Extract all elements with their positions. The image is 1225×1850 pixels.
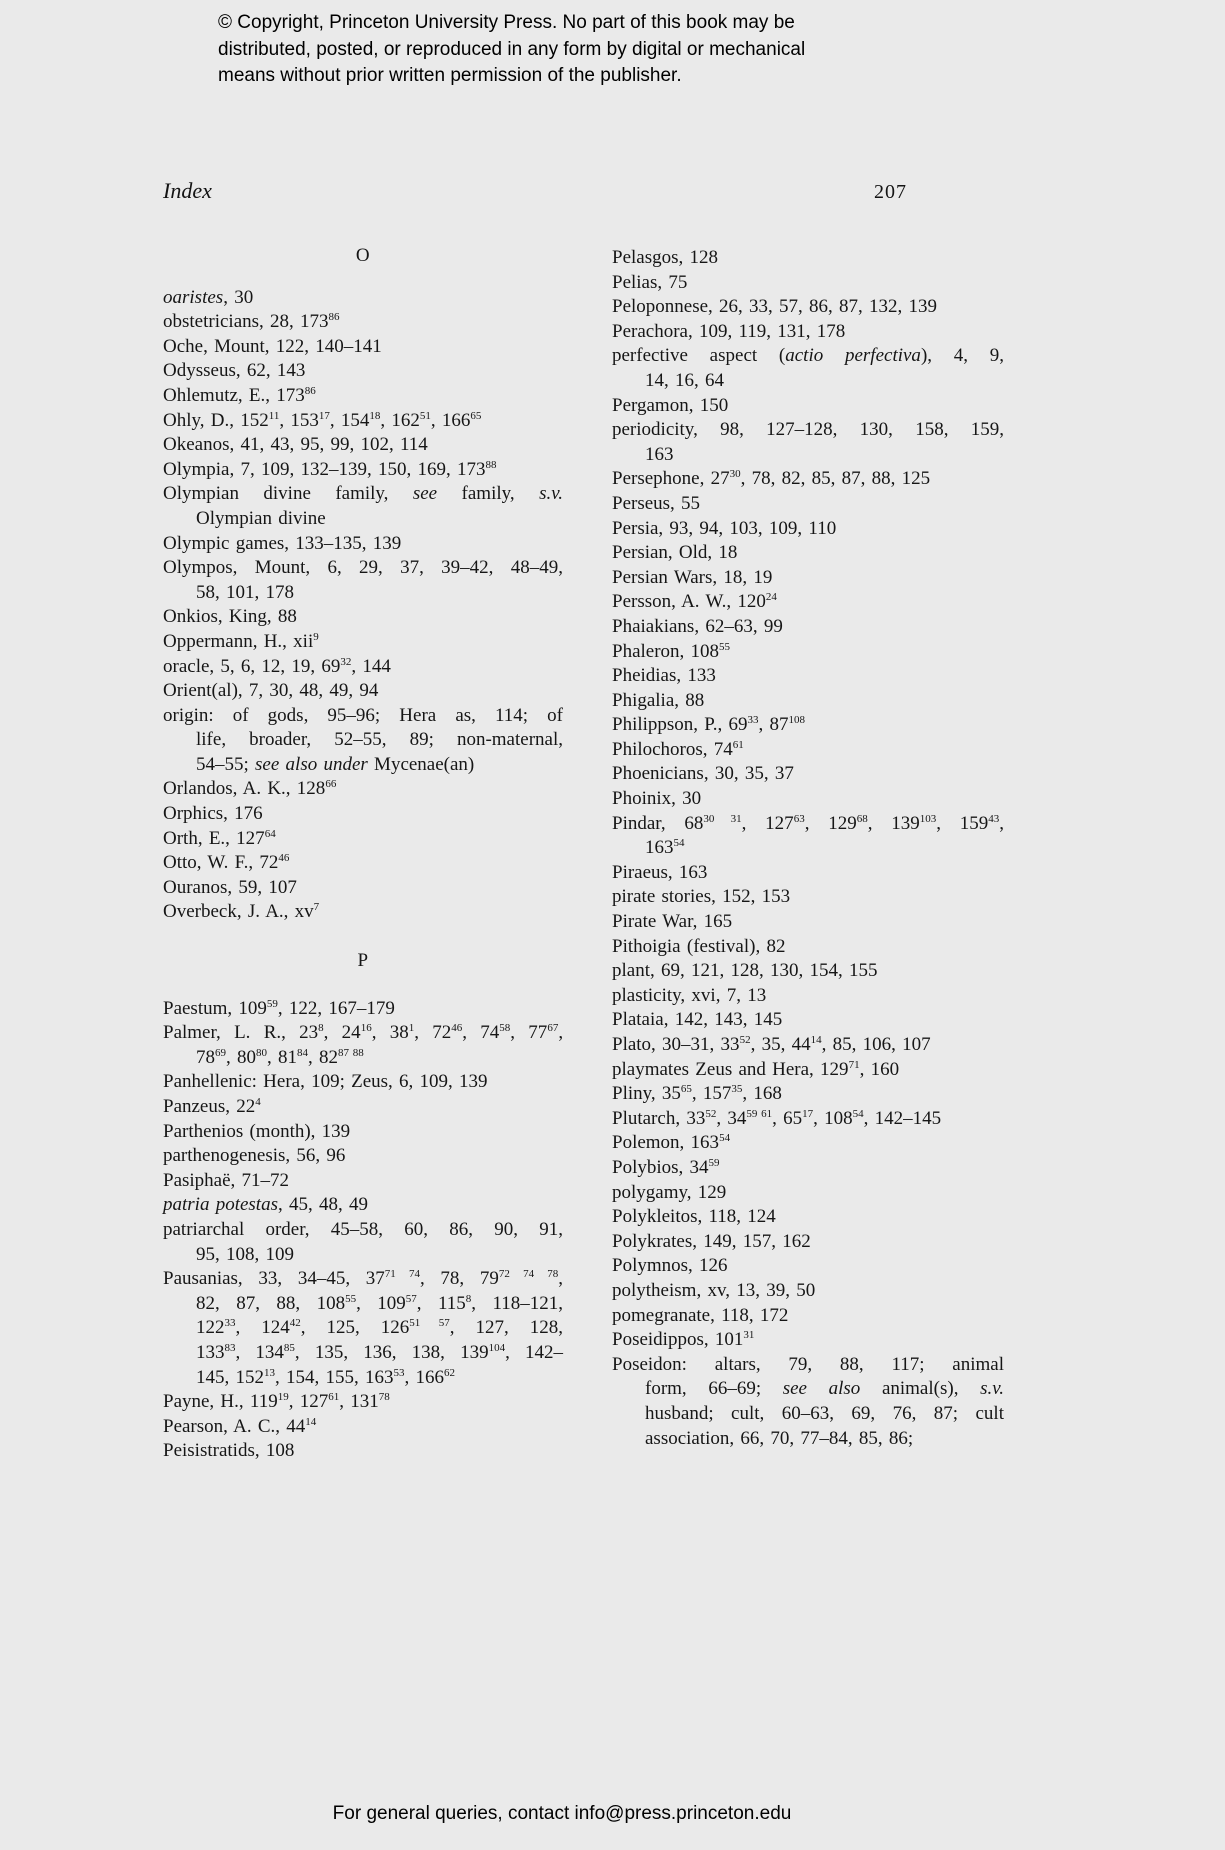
footnote-superscript: 86	[304, 384, 316, 397]
footnote-superscript: 61	[732, 738, 744, 751]
index-entry	[612, 1304, 1004, 1329]
entry-line: Piraeus, 163	[612, 861, 708, 883]
entry-line: Odysseus, 62, 143	[163, 360, 306, 382]
index-entry	[612, 344, 1004, 393]
index-entry	[612, 517, 1004, 542]
entry-line: Phigalia, 88	[612, 689, 705, 711]
index-entry	[163, 1218, 563, 1267]
footnote-superscript: 80	[256, 1046, 267, 1059]
entry-line: Persson, A. W., $120^{24}$	[612, 591, 777, 613]
index-entry	[612, 1058, 1004, 1083]
entry-line: Orth, E., $127^{64}$	[163, 827, 276, 849]
italic-term: actio perfectiva	[785, 345, 921, 367]
entry-line: Pheidias, 133	[612, 665, 716, 687]
footnote-superscript: 19	[277, 1391, 289, 1404]
entry-line: obstetricians, 28, $173^{86}$	[163, 311, 340, 333]
italic-term: patria potestas	[163, 1194, 278, 1216]
entry-line: Pelias, 75	[612, 271, 688, 293]
entry-line: 163	[645, 443, 674, 465]
entry-line: Otto, W. F., $72^{46}$	[163, 852, 290, 874]
index-entry	[612, 812, 1004, 861]
footnote-superscript: 67	[547, 1022, 559, 1035]
copyright-line: means without prior written permission of the publisher.	[218, 65, 682, 86]
index-entry	[163, 1144, 563, 1169]
index-column-left	[163, 244, 563, 1464]
entry-line: Persephone, $27^{30}$, 78, 82, 85, 87, 88, 125	[612, 468, 931, 490]
entry-line: periodicity, 98, 127–128, 130, 158, 159,	[612, 419, 1004, 441]
entry-line: Phoenicians, 30, 35, 37	[612, 763, 794, 785]
index-entry	[612, 762, 1004, 787]
index-entry	[163, 655, 563, 680]
index-entry	[612, 787, 1004, 812]
footnote-superscript: 61	[328, 1391, 340, 1404]
entry-line: Orlandos, A. K., $128^{66}$	[163, 778, 337, 800]
entry-line: Pasiphaë, 71–72	[163, 1169, 290, 1191]
copyright-line: © Copyright, Princeton University Press. No part of this book may be	[218, 12, 795, 33]
footnote-superscript: 54	[719, 1132, 731, 1145]
italic-term: see	[412, 483, 438, 505]
footnote-superscript: 13	[264, 1366, 275, 1379]
copyright-notice	[218, 10, 858, 90]
index-entry	[163, 409, 563, 434]
entry-line: Olympia, 7, 109, 132–139, 150, 169, $173^{88}$	[163, 458, 497, 480]
index-entry	[163, 777, 563, 802]
index-entry	[163, 310, 563, 335]
footnote-superscript: 31	[743, 1329, 755, 1342]
index-entry	[163, 1267, 563, 1390]
entry-line: Paestum, $109^{59}$, 122, 167–179	[163, 997, 395, 1019]
index-entry	[612, 1353, 1004, 1451]
entry-line: Polybios, $34^{59}$	[612, 1156, 720, 1178]
footnote-superscript: 32	[340, 655, 352, 668]
footnote-superscript: 51	[419, 409, 431, 422]
index-entry	[612, 566, 1004, 591]
entry-line: $122^{33}$, $124^{42}$, 125, $126^{51 57}$, 127, 128,	[196, 1317, 563, 1339]
index-entry	[612, 541, 1004, 566]
index-entry	[163, 1390, 563, 1415]
footnote-superscript: 43	[988, 812, 1000, 825]
entry-line: Phaiakians, 62–63, 99	[612, 615, 783, 637]
index-entry	[612, 271, 1004, 296]
index-entry	[612, 1230, 1004, 1255]
entry-line: Parthenios (month), 139	[163, 1120, 351, 1142]
entry-line: 58, 101, 178	[196, 581, 294, 603]
entry-line: Pelasgos, 128	[612, 247, 718, 268]
entry-line: oracle, 5, 6, 12, 19, $69^{32}$, 144	[163, 655, 391, 677]
entry-line: $163^{54}$	[645, 837, 685, 859]
entry-line: 145, $152^{13}$, 154, 155, $163^{53}$, $166^{62}$	[196, 1366, 455, 1388]
index-entry	[612, 1008, 1004, 1033]
footnote-superscript: 7	[313, 901, 320, 914]
footnote-superscript: 72 74 78	[498, 1268, 559, 1281]
italic-term: see also under	[255, 753, 368, 775]
index-entry	[163, 1095, 563, 1120]
footnote-superscript: 88	[485, 458, 497, 471]
footnote-superscript: 11	[268, 409, 280, 422]
index-entry	[163, 802, 563, 827]
entry-line: Polykleitos, 118, 124	[612, 1206, 776, 1228]
entry-line: plant, 69, 121, 128, 130, 154, 155	[612, 960, 878, 982]
footnote-superscript: 62	[444, 1366, 455, 1379]
entry-line: perfective aspect (actio perfectiva), 4, 9,	[612, 345, 1004, 367]
index-entry	[163, 704, 563, 778]
index-entry	[612, 492, 1004, 517]
entry-line: Olympian divine family, see family, s.v.	[163, 483, 563, 505]
footnote-superscript: 17	[318, 409, 330, 422]
index-entry	[163, 605, 563, 630]
entry-line: Oppermann, H., xii$^9$	[163, 630, 319, 652]
footnote-superscript: 83	[224, 1341, 236, 1354]
footnote-superscript: 52	[739, 1034, 751, 1046]
index-entry	[163, 458, 563, 483]
footnote-superscript: 33	[747, 714, 759, 727]
footnote-superscript: 58	[499, 1022, 511, 1035]
footnote-superscript: 54	[852, 1107, 864, 1120]
entry-line: Polykrates, 149, 157, 162	[612, 1230, 811, 1252]
page-title: Index	[163, 178, 212, 203]
entry-line: $133^{83}$, $134^{85}$, 135, 136, 138, $139^{104}$, 142–	[196, 1341, 564, 1363]
footnote-superscript: 59	[266, 997, 278, 1010]
footnote-superscript: 16	[360, 1022, 372, 1035]
entry-line: Ouranos, 59, 107	[163, 876, 297, 898]
italic-term: oaristes	[163, 286, 224, 308]
index-entry	[612, 1181, 1004, 1206]
footnote-superscript: 59 61	[746, 1107, 773, 1120]
entry-line: Philippson, P., $69^{33}$, $87^{108}$	[612, 714, 806, 736]
index-entry	[612, 885, 1004, 910]
entry-line: parthenogenesis, 56, 96	[163, 1145, 346, 1167]
entry-line: Oche, Mount, 122, 140–141	[163, 335, 382, 357]
index-entry	[163, 827, 563, 852]
entry-line: Olympic games, 133–135, 139	[163, 532, 402, 554]
entry-line: Phaleron, $108^{55}$	[612, 640, 731, 662]
index-entry	[612, 935, 1004, 960]
footer-contact: For general queries, contact info@press.princeton.edu	[332, 1803, 792, 1824]
index-entry	[612, 713, 1004, 738]
footnote-superscript: 17	[802, 1107, 814, 1120]
section-header-p: P	[357, 950, 369, 972]
entry-line: 54–55; see also under Mycenae(an)	[196, 753, 475, 775]
footnote-superscript: 18	[369, 409, 381, 422]
index-entry	[163, 630, 563, 655]
index-entry	[612, 1156, 1004, 1181]
entry-line: pomegranate, 118, 172	[612, 1304, 789, 1326]
index-entry	[163, 851, 563, 876]
entry-line: 95, 108, 109	[196, 1243, 294, 1265]
footnote-superscript: 68	[856, 812, 868, 825]
italic-term: see also	[782, 1378, 861, 1400]
footnote-superscript: 84	[297, 1046, 308, 1059]
index-entry	[163, 556, 563, 605]
index-entry	[163, 900, 563, 925]
entry-line: Olympian divine	[196, 507, 326, 529]
entry-line: Poseidon: altars, 79, 88, 117; animal	[612, 1353, 1004, 1375]
entry-line: Polymnos, 126	[612, 1255, 728, 1277]
footnote-superscript: 46	[278, 852, 290, 865]
footnote-superscript: 65	[680, 1083, 692, 1096]
index-entry	[163, 1193, 563, 1218]
footnote-superscript: 55	[719, 640, 731, 653]
entry-line: Plataia, 142, 143, 145	[612, 1009, 783, 1031]
entry-line: Plutarch, $33^{52}$, $34^{59 61}$, $65^{17}$, $108^{54}$, 142–145	[612, 1107, 942, 1129]
entry-line: patriarchal order, 45–58, 60, 86, 90, 91,	[163, 1218, 563, 1240]
footnote-superscript: 59	[708, 1156, 720, 1169]
footnote-superscript: 1	[408, 1022, 415, 1035]
entry-line: pirate stories, 152, 153	[612, 886, 791, 908]
entry-line: 82, 87, 88, $108^{55}$, $109^{57}$, $115^8$, 118–121,	[196, 1292, 564, 1314]
entry-line: oaristes, 30	[163, 286, 254, 308]
footnote-superscript: 66	[325, 778, 337, 791]
entry-line: 14, 16, 64	[645, 369, 724, 391]
entry-line: Persia, 93, 94, 103, 109, 110	[612, 517, 837, 539]
index-entry	[163, 359, 563, 384]
footnote-superscript: 85	[283, 1341, 295, 1354]
page-number: 207	[874, 181, 907, 203]
entry-line: $78^{69}$, $80^{80}$, $81^{84}$, $82^{87 88}$	[196, 1046, 364, 1068]
index-entry	[163, 1169, 563, 1194]
entry-line: Pindar, $68^{30 31}$, $127^{63}$, $129^{68}$, $139^{103}$, $159^{43}$,	[612, 812, 1005, 834]
entry-line: Pirate War, 165	[612, 911, 733, 933]
entry-line: Orient(al), 7, 30, 48, 49, 94	[163, 680, 379, 702]
entry-line: Panzeus, $22^4$	[163, 1096, 261, 1117]
index-entry	[163, 997, 563, 1022]
index-entry	[163, 876, 563, 901]
copyright-line: distributed, posted, or reproduced in any form by digital or mechanical	[218, 38, 806, 60]
index-entry	[163, 532, 563, 557]
entry-line: patria potestas, 45, 48, 49	[163, 1194, 368, 1216]
footnote-superscript: 24	[765, 591, 777, 604]
entry-line: Olympos, Mount, 6, 29, 37, 39–42, 48–49,	[163, 557, 563, 579]
entry-line: Plato, 30–31, $33^{52}$, 35, $44^{14}$, 85, 106, 107	[612, 1034, 931, 1055]
entry-line: Pausanias, 33, 34–45, $37^{71 74}$, 78, $79^{72 74 78}$,	[163, 1268, 564, 1290]
index-entry	[612, 467, 1004, 492]
entry-line: Pithoigia (festival), 82	[612, 935, 786, 957]
index-entry	[612, 959, 1004, 984]
entry-line: form, 66–69; see also animal(s), s.v.	[645, 1378, 1004, 1400]
entry-line: life, broader, 52–55, 89; non-maternal,	[196, 729, 563, 751]
footnote-superscript: 14	[305, 1415, 317, 1428]
index-entry	[612, 640, 1004, 665]
footnote-superscript: 69	[215, 1046, 226, 1059]
entry-line: Panhellenic: Hera, 109; Zeus, 6, 109, 139	[163, 1071, 488, 1093]
index-entry	[612, 1205, 1004, 1230]
entry-line: Persian Wars, 18, 19	[612, 566, 773, 588]
entry-line: Pliny, $35^{65}$, $157^{35}$, 168	[612, 1083, 782, 1105]
footnote-superscript: 86	[328, 311, 340, 324]
footnote-superscript: 51 57	[409, 1317, 450, 1330]
footnote-superscript: 8	[318, 1022, 324, 1035]
entry-line: Perseus, 55	[612, 492, 701, 514]
entry-line: Pergamon, 150	[612, 394, 729, 416]
italic-term: s.v.	[539, 483, 563, 505]
entry-line: husband; cult, 60–63, 69, 76, 87; cult	[645, 1402, 1004, 1424]
index-entry	[163, 1120, 563, 1145]
footnote-superscript: 64	[264, 827, 276, 840]
entry-line: plasticity, xvi, 7, 13	[612, 984, 767, 1006]
index-entry	[163, 482, 563, 531]
footnote-superscript: 52	[705, 1107, 717, 1120]
footnote-superscript: 57	[405, 1292, 417, 1305]
index-column-right	[612, 246, 1004, 1451]
index-entry	[163, 286, 563, 311]
index-entry	[612, 295, 1004, 320]
footnote-superscript: 65	[470, 409, 482, 422]
entry-line: Peloponnese, 26, 33, 57, 86, 87, 132, 139	[612, 296, 938, 318]
index-entry	[612, 1328, 1004, 1353]
index-entry	[612, 590, 1004, 615]
footnote-superscript: 71 74	[384, 1268, 420, 1281]
index-entry	[163, 1415, 563, 1440]
footnote-superscript: 63	[793, 812, 805, 825]
index-entry	[163, 1070, 563, 1095]
index-entry	[163, 384, 563, 409]
index-entry	[612, 861, 1004, 886]
index-entry	[612, 1082, 1004, 1107]
index-entry	[612, 615, 1004, 640]
entry-line: Phoinix, 30	[612, 788, 702, 810]
footnote-superscript: 4	[255, 1096, 261, 1108]
entry-line: Persian, Old, 18	[612, 542, 738, 564]
entry-line: Perachora, 109, 119, 131, 178	[612, 320, 846, 342]
index-entry	[612, 738, 1004, 763]
section-header-o: O	[355, 245, 371, 266]
entry-line: origin: of gods, 95–96; Hera as, 114; of	[163, 704, 563, 726]
footnote-superscript: 46	[451, 1022, 463, 1035]
index-entry	[612, 1279, 1004, 1304]
entry-line: playmates Zeus and Hera, $129^{71}$, 160	[612, 1058, 900, 1080]
footnote-superscript: 87 88	[338, 1046, 364, 1059]
entry-line: Orphics, 176	[163, 803, 263, 825]
footnote-superscript: 55	[345, 1292, 357, 1305]
footnote-superscript: 78	[378, 1391, 390, 1404]
footnote-superscript: 9	[313, 630, 319, 643]
entry-line: Payne, H., $119^{19}$, $127^{61}$, $131^{78}$	[163, 1391, 390, 1413]
index-entry	[163, 1021, 563, 1070]
footnote-superscript: 30	[729, 468, 741, 481]
footnote-superscript: 35	[731, 1083, 743, 1096]
index-entry	[163, 679, 563, 704]
footnote-superscript: 54	[673, 837, 685, 850]
index-entry	[612, 910, 1004, 935]
index-entry	[612, 246, 1004, 271]
entry-line: Polemon, $163^{54}$	[612, 1132, 731, 1154]
footnote-superscript: 71	[848, 1058, 860, 1071]
index-entry	[612, 394, 1004, 419]
entry-line: Ohlemutz, E., $173^{86}$	[163, 384, 316, 406]
index-entry	[612, 1254, 1004, 1279]
entry-line: Philochoros, $74^{61}$	[612, 738, 744, 760]
index-entry	[163, 335, 563, 360]
index-entry	[612, 664, 1004, 689]
entry-line: Overbeck, J. A., $xv^7$	[163, 901, 320, 923]
index-entry	[612, 1131, 1004, 1156]
entry-line: Pearson, A. C., $44^{14}$	[163, 1415, 317, 1437]
index-entry	[612, 418, 1004, 467]
footnote-superscript: 53	[393, 1366, 405, 1379]
footnote-superscript: 104	[488, 1341, 506, 1354]
entry-line: association, 66, 70, 77–84, 85, 86;	[645, 1427, 914, 1449]
entry-line: Palmer, L. R., $23^8$, $24^{16}$, $38^1$, $72^{46}$, $74^{58}$, $77^{67}$,	[163, 1022, 564, 1044]
index-entry	[612, 320, 1004, 345]
entry-line: Poseidippos, $101^{31}$	[612, 1329, 755, 1351]
footnote-superscript: 108	[788, 714, 806, 727]
footnote-superscript: 42	[289, 1317, 301, 1330]
index-entry	[612, 689, 1004, 714]
entry-line: polytheism, xv, 13, 39, 50	[612, 1279, 816, 1301]
footnote-superscript: 14	[810, 1034, 822, 1046]
entry-line: Peisistratids, 108	[163, 1440, 295, 1462]
index-entry	[163, 433, 563, 458]
index-entry	[612, 1107, 1004, 1132]
entry-line: polygamy, 129	[612, 1181, 727, 1203]
footnote-superscript: 8	[465, 1292, 472, 1305]
index-entry	[163, 1439, 563, 1464]
index-entry	[612, 984, 1004, 1009]
footnote-superscript: 30 31	[703, 812, 742, 825]
entry-line: Okeanos, 41, 43, 95, 99, 102, 114	[163, 434, 428, 456]
index-entry	[612, 1033, 1004, 1058]
italic-term: s.v.	[980, 1378, 1004, 1400]
footnote-superscript: 33	[224, 1317, 236, 1330]
entry-line: Ohly, D., $152^{11}$, $153^{17}$, $154^{18}$, $162^{51}$, $166^{65}$	[163, 409, 482, 431]
footnote-superscript: 103	[919, 812, 937, 825]
entry-line: Onkios, King, 88	[163, 606, 297, 628]
